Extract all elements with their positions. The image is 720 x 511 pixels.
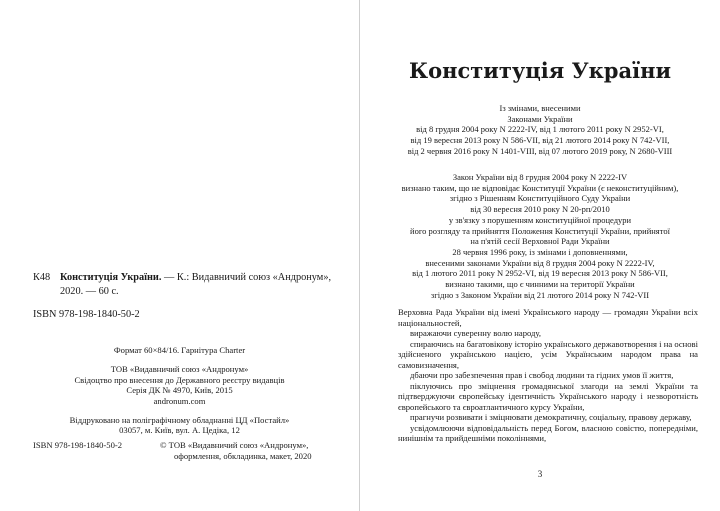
biblio-description	[60, 271, 333, 298]
biblio-code: К48	[33, 272, 51, 283]
preamble-paragraph: дбаючи про забезпечення прав і свобод людини та гідних умов її життя,	[410, 370, 674, 380]
decision-line: визнано такими, що є чинними на території України	[445, 279, 635, 290]
decision-line: на п'ятій сесії Верховної Ради України	[470, 236, 610, 247]
decision-line: від 1 лютого 2011 року N 2952-VI, від 19 вересня 2013 року N 586-VII,	[412, 268, 668, 279]
left-page	[0, 0, 359, 511]
publisher-line: ТОВ «Видавничий союз «Андронум»	[110, 364, 249, 375]
amendment-line: від 19 вересня 2013 року N 586-VII, від 21 лютого 2014 року N 742-VII,	[410, 135, 670, 146]
page-title: Конституція України	[408, 58, 672, 83]
court-decision-block	[360, 172, 720, 300]
preamble-paragraph: Верховна Рада України від імені Українського народу — громадян України всіх національностей,	[398, 307, 698, 328]
preamble-paragraph: прагнучи розвивати і зміцнювати демократичну, соціальну, правову державу,	[410, 412, 692, 422]
biblio-publisher-info: — К.: Видавничий союз «Андронум»,	[161, 272, 332, 283]
printer-address: 03057, м. Київ, вул. А. Цедіка, 12	[119, 425, 240, 436]
imprint-block	[0, 345, 359, 436]
preamble-paragraph: спираючись на багатовікову історію українського державотворення і на основі здійсненого українською нацією, усім Українським народом права на самовизначення,	[398, 338, 698, 370]
decision-line: внесеними законами України від 8 грудня 2004 року N 2222-IV,	[425, 257, 655, 268]
biblio-title: Конституція України.	[60, 272, 162, 283]
page-number: 3	[537, 469, 543, 479]
decision-line: визнано таким, що не відповідає Конституції України (є неконституційним),	[401, 182, 679, 193]
preamble-paragraph: усвідомлюючи відповідальність перед Богом, власною совістю, попередніми, нинішнім та прийдешніми поколіннями,	[398, 422, 698, 443]
decision-line: його розгляду та прийняття Положення Конституції України, прийнятої	[410, 225, 670, 236]
isbn-main: ISBN 978-198-1840-50-2	[33, 309, 140, 320]
publisher-line: Серія ДК № 4970, Київ, 2015	[126, 385, 233, 396]
bibliographic-record	[33, 271, 333, 298]
format-line: Формат 60×84/16. Гарнітура Charter	[113, 345, 246, 355]
biblio-year-pages: 2020. — 60 с.	[60, 285, 119, 297]
decision-line: у зв'язку з порушенням конституційної процедури	[448, 214, 632, 225]
isbn-bottom: ISBN 978-198-1840-50-2	[33, 440, 123, 450]
decision-line: Закон України від 8 грудня 2004 року N 2222-IV	[452, 172, 628, 182]
amendment-line: від 2 червня 2016 року N 1401-VIII, від 07 лютого 2019 року, N 2680-VIII	[407, 145, 673, 156]
decision-line: 28 червня 1996 року, із змінами і доповненнями,	[452, 246, 628, 257]
amendment-line: Законами України	[507, 113, 573, 124]
publisher-line: Свідоцтво про внесення до Державного реєстру видавців	[74, 374, 285, 385]
preamble-paragraph: виражаючи суверенну волю народу,	[410, 328, 542, 338]
right-page	[360, 0, 720, 511]
decision-line: від 30 вересня 2010 року N 20-рп/2010	[470, 204, 610, 215]
preamble-paragraph: піклуючись про зміцнення громадянської злагоди на землі України та підтверджуючи європейську ідентичність Українського народу і незворотність європейського та євроатлантичного курсу України,	[398, 380, 698, 412]
amendment-line: Із змінами, внесеними	[499, 103, 581, 113]
preamble-text	[398, 307, 698, 444]
copyright-line: © ТОВ «Видавничий союз «Андронум»,	[160, 440, 309, 450]
copyright-notice	[160, 440, 350, 461]
copyright-line: оформлення, обкладинка, макет, 2020	[174, 450, 312, 461]
decision-line: згідно з Рішенням Конституційного Суду України	[449, 193, 631, 204]
decision-line: згідно з Законом України від 21 лютого 2014 року N 742-VII	[430, 289, 650, 300]
publisher-website: andronum.com	[153, 395, 206, 406]
amendments-block	[360, 103, 720, 157]
amendment-line: від 8 грудня 2004 року N 2222-IV, від 1 лютого 2011 року N 2952-VI,	[416, 124, 664, 135]
printer-line: Віддруковано на поліграфічному обладнанні ЦД «Постайл»	[69, 415, 290, 426]
